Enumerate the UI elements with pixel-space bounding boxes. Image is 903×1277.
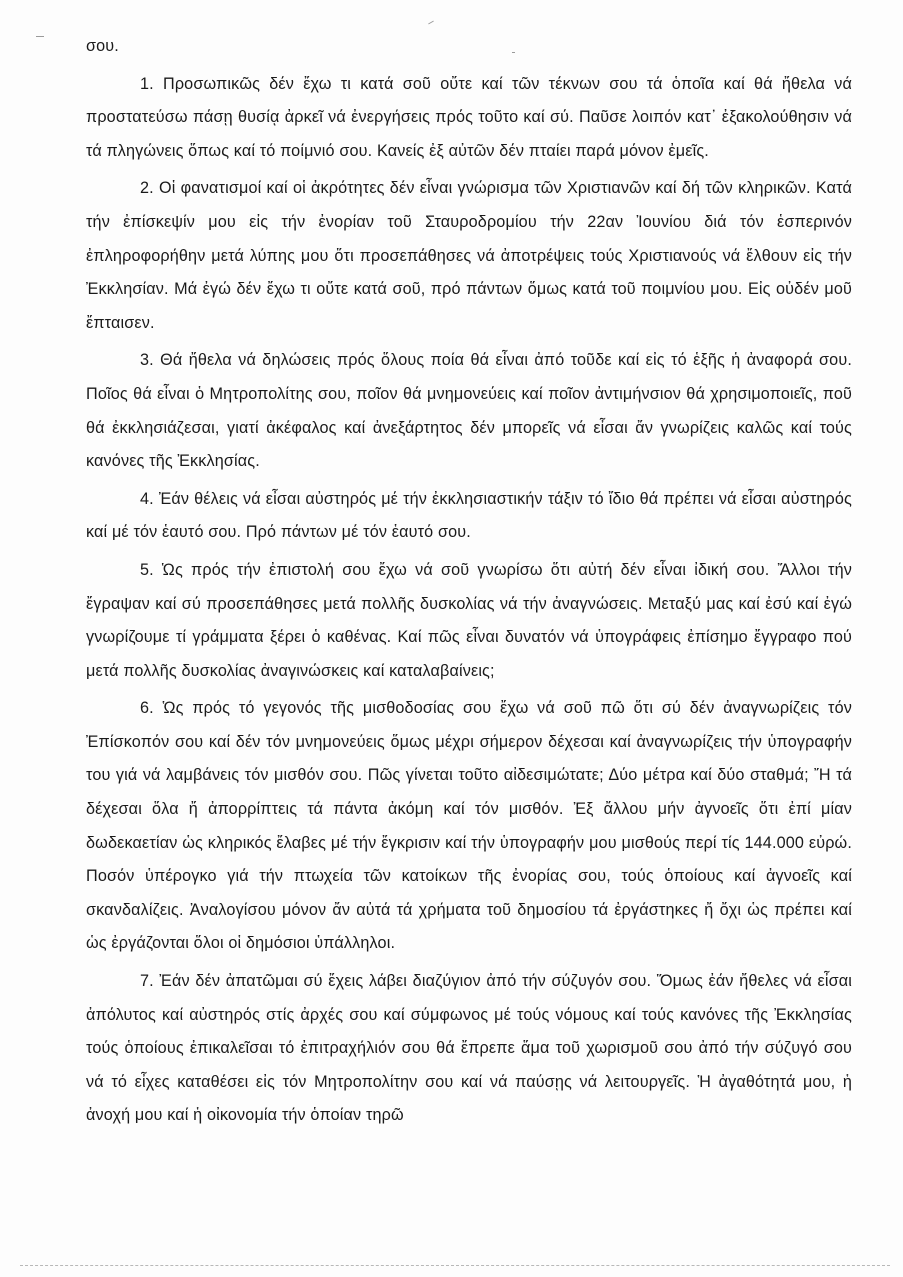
paragraph-5: 5. Ὡς πρός τήν ἐπιστολή σου ἔχω νά σοῦ γνωρίσω ὅτι αὐτή δέν εἶναι ἰδική σου. Ἄλλοι τήν ἔγραψαν καί σύ προσεπάθησες μετά πολλῆς δυσκολίας νά τήν ἀναγνώσεις. Μεταξύ μας καί ἐσύ καί ἐγώ γνωρίζουμε τί γράμματα ξέρει ὁ καθένας. Καί πῶς εἶναι δυνατόν νά ὑπογράφεις ἐπίσημο ἔγγραφο πού μετά πολλῆς δυσκολίας ἀναγινώσκεις καί καταλαβαίνεις; bbox=[86, 560, 852, 680]
letter-body bbox=[86, 30, 852, 1137]
paragraph-1: 1. Προσωπικῶς δέν ἔχω τι κατά σοῦ οὔτε καί τῶν τέκνων σου τά ὁποῖα καί θά ἤθελα νά προστατεύσω πάσῃ θυσίᾳ ἀρκεῖ νά ἐνεργήσεις πρός τοῦτο καί σύ. Παῦσε λοιπόν κατ᾽ ἐξακολούθησιν νά τά πληγώνεις ὅπως καί τό ποίμνιό σου. Κανείς ἐξ αὐτῶν δέν πταίει παρά μόνον ἐμεῖς. bbox=[86, 74, 852, 160]
paragraph-6: 6. Ὡς πρός τό γεγονός τῆς μισθοδοσίας σου ἔχω νά σοῦ πῶ ὅτι σύ δέν ἀναγνωρίζεις τόν Ἐπίσκοπόν σου καί δέν τόν μνημονεύεις ὅμως μέχρι σήμερον δέχεσαι καί ἀναγνωρίζεις τήν ὑπογραφήν του γιά νά λαμβάνεις τόν μισθόν σου. Πῶς γίνεται τοῦτο αἰδεσιμώτατε; Δύο μέτρα καί δύο σταθμά; Ἤ τά δέχεσαι ὅλα ἤ ἀπορρίπτεις τά πάντα ἀκόμη καί τόν μισθόν. Ἐξ ἄλλου μήν ἀγνοεῖς ὅτι ἐπί μίαν δωδεκαετίαν ὡς κληρικός ἔλαβες μέ τήν ἔγκρισιν καί τήν ὑπογραφήν μου μισθούς περί τίς 144.000 εὐρώ. Ποσόν ὑπέρογκο γιά τήν πτωχεία τῶν κατοίκων τῆς ἐνορίας σου, τούς ὁποίους καί ἀγνοεῖς καί σκανδαλίζεις. Ἀναλογίσου μόνον ἄν αὐτά τά χρήματα τοῦ δημοσίου τά ἐργάστηκες ἤ ὄχι ὡς πρέπει καί ὡς ἐργάζονται ὅλοι οἱ δημόσιοι ὑπάλληλοι. bbox=[86, 699, 852, 953]
page-bottom-edge bbox=[20, 1265, 890, 1266]
paragraph-continuation: σου. bbox=[86, 37, 119, 55]
paragraph-4: 4. Ἐάν θέλεις νά εἶσαι αὐστηρός μέ τήν ἐκκλησιαστικήν τάξιν τό ἴδιο θά πρέπει νά εἶσαι αὐστηρός καί μέ τόν ἑαυτό σου. Πρό πάντων μέ τόν ἑαυτό σου. bbox=[86, 489, 852, 542]
paragraph-3: 3. Θά ἤθελα νά δηλώσεις πρός ὅλους ποία θά εἶναι ἀπό τοῦδε καί εἰς τό ἑξῆς ἡ ἀναφορά σου. Ποῖος θά εἶναι ὁ Μητροπολίτης σου, ποῖον θά μνημονεύεις καί ποῖον ἀντιμήνσιον θά χρησιμοποιεῖς, ποῦ θά ἐκκλησιάζεσαι, γιατί ἀκέφαλος καί ἀνεξάρτητος δέν μπορεῖς νά εἶσαι ἄν γνωρίζεις καλῶς καί τούς κανόνες τῆς Ἐκκλησίας. bbox=[86, 351, 852, 471]
paragraph-7: 7. Ἐάν δέν ἀπατῶμαι σύ ἔχεις λάβει διαζύγιον ἀπό τήν σύζυγόν σου. Ὅμως ἐάν ἤθελες νά εἶσαι ἀπόλυτος καί αὐστηρός στίς ἀρχές σου καί σύμφωνος μέ τούς νόμους καί τούς κανόνες τῆς Ἐκκλησίας τούς ὁποίους ἐπικαλεῖσαι τό ἐπιτραχήλιόν σου θά ἔπρεπε ἅμα τοῦ χωρισμοῦ σου ἀπό τήν σύζυγό σου νά τό εἶχες καταθέσει εἰς τόν Μητροπολίτην σου καί νά παύσῃς νά λειτουργεῖς. Ἡ ἀγαθότητά μου, ἡ ἀνοχή μου καί ἡ οἰκονομία τήν ὁποίαν τηρῶ bbox=[86, 972, 852, 1125]
scan-speck bbox=[36, 36, 44, 37]
scan-speck bbox=[428, 21, 434, 25]
paragraph-2: 2. Οἱ φανατισμοί καί οἱ ἀκρότητες δέν εἶναι γνώρισμα τῶν Χριστιανῶν καί δή τῶν κληρικῶν. Κατά τήν ἐπίσκεψίν μου εἰς τήν ἐνορίαν τοῦ Σταυροδρομίου τήν 22αν Ἰουνίου διά τόν ἑσπερινόν ἐπληροφορήθην μετά λύπης μου ὅτι προσεπάθησες νά ἀποτρέψεις τούς Χριστιανούς νά ἔλθουν εἰς τήν Ἐκκλησίαν. Μά ἐγώ δέν ἔχω τι οὔτε κατά σοῦ, πρό πάντων ὅμως κατά τοῦ ποιμνίου μου. Εἰς οὐδέν μοῦ ἔπταισεν. bbox=[86, 179, 852, 332]
